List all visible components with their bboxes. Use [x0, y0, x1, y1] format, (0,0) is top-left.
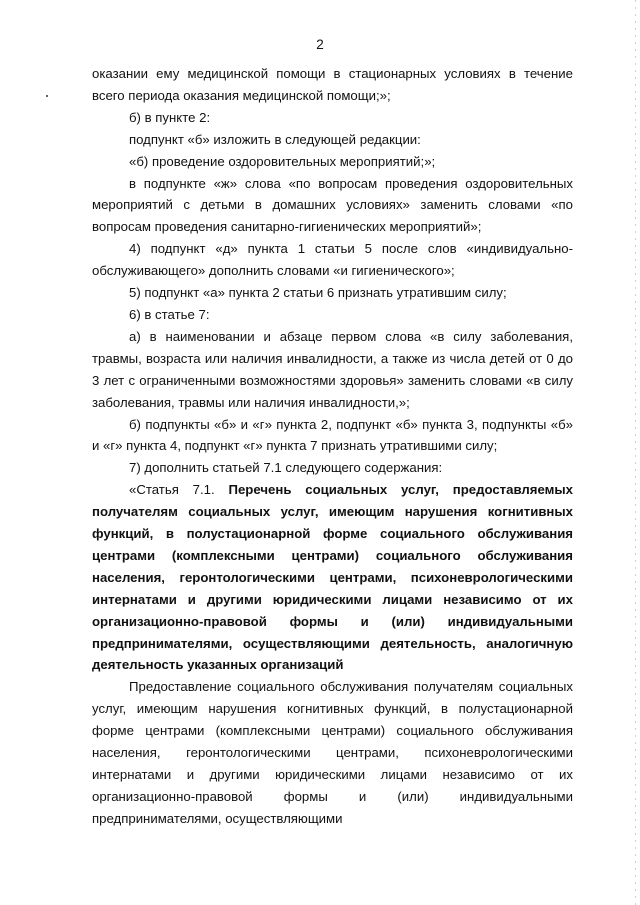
- paragraph: 4) подпункт «д» пункта 1 статьи 5 после слов «индивидуально-обслуживающего» дополнить словами «и гигиенического»;: [92, 241, 573, 279]
- document-body: [92, 63, 573, 830]
- article-title: Перечень социальных услуг, предоставляемых получателям социальных услуг, имеющим нарушения когнитивных функций, в полустационарной форме социального обслуживания центрами (комплексными центрами) социального обслуживания населения, геронтологическими центрами, психоневрологическими интернатами и другими юридическими лицами независимо от их организационно-правовой формы и (или) индивидуальными предпринимателями, осуществляющими деятельность, аналогичную деятельность указанных организаций: [92, 482, 573, 673]
- paragraph: а) в наименовании и абзаце первом слова «в силу заболевания, травмы, возраста или наличия инвалидности, а также из числа детей от 0 до 3 лет с ограниченными возможностями здоровья» заменить словами «в силу заболевания, травмы или наличия инвалидности,»;: [92, 328, 573, 410]
- page-number: 2: [316, 37, 324, 52]
- paragraph: в подпункте «ж» слова «по вопросам проведения оздоровительных мероприятий с детьми в домашних условиях» заменить словами «по вопросам проведения санитарно-гигиенических мероприятий»;: [92, 175, 573, 235]
- paragraph: подпункт «б» изложить в следующей редакции:: [129, 131, 421, 147]
- article-prefix: «Статья 7.1.: [129, 482, 229, 498]
- article-heading: [92, 479, 573, 676]
- paragraph: Предоставление социального обслуживания получателям социальных услуг, имеющим нарушения когнитивных функций, в полустационарной форме центрами (комплексными центрами) социального обслуживания населения, геронтологическими центрами, психоневрологическими интернатами и другими юридическими лицами независимо от их организационно-правовой формы и (или) индивидуальными предпринимателями, осуществляющими: [92, 679, 573, 826]
- paragraph: «б) проведение оздоровительных мероприятий;»;: [129, 153, 436, 169]
- scan-edge-artifact: [635, 0, 636, 905]
- paragraph: оказании ему медицинской помощи в стационарных условиях в течение всего периода оказания медицинской помощи;»;: [92, 66, 573, 103]
- paragraph: 5) подпункт «а» пункта 2 статьи 6 признать утратившим силу;: [129, 285, 507, 301]
- paragraph: 7) дополнить статьей 7.1 следующего содержания:: [129, 460, 443, 476]
- paragraph: 6) в статье 7:: [129, 306, 210, 322]
- scan-speck: [46, 95, 48, 97]
- paragraph: б) подпункты «б» и «г» пункта 2, подпункт «б» пункта 3, подпункты «б» и «г» пункта 4, подпункт «г» пункта 7 признать утратившими силу;: [92, 416, 573, 454]
- paragraph: б) в пункте 2:: [129, 109, 211, 125]
